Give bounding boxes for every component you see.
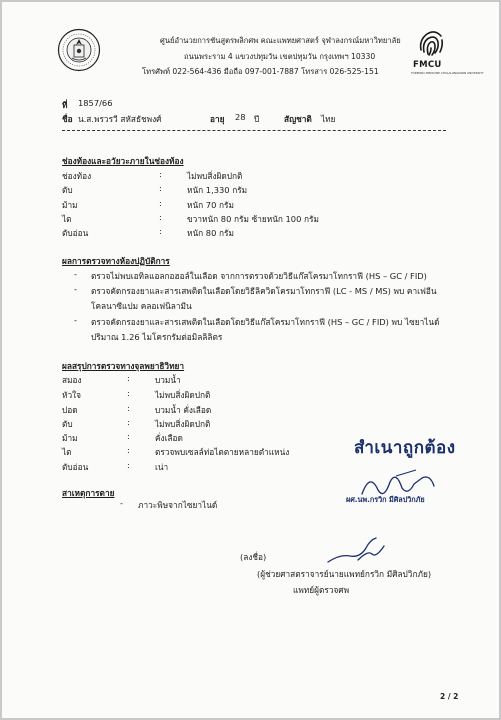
pathology-value: บวมน้ำ xyxy=(155,375,181,385)
abdomen-organ: ตับอ่อน xyxy=(62,228,89,238)
nationality-value: ไทย xyxy=(321,114,336,124)
header-address: ถนนพระราม 4 แขวงปทุมวัน เขตปทุมวัน กรุงเทพฯ 10330 xyxy=(184,52,376,61)
pathology-organ: ม้าม xyxy=(62,433,78,443)
abdomen-value: หนัก 70 กรัม xyxy=(187,200,234,210)
abdomen-value: หนัก 80 กรัม xyxy=(187,228,234,238)
pathology-value: ไม่พบสิ่งผิดปกติ xyxy=(155,419,211,429)
pathology-value: คั่งเลือด xyxy=(155,433,183,443)
certified-copy-stamp: สำเนาถูกต้อง xyxy=(354,438,456,458)
bullet: - xyxy=(120,498,123,508)
bullet: - xyxy=(74,315,77,325)
separator: : xyxy=(127,445,130,455)
lab-result-line: ปริมาณ 1.26 ไมโครกรัมต่อมิลลิลิตร xyxy=(91,332,223,342)
sign-label: (ลงชื่อ) xyxy=(240,552,267,562)
abdomen-organ: ม้าม xyxy=(62,200,78,210)
abdomen-organ: ไต xyxy=(62,214,72,224)
separator: : xyxy=(159,226,162,236)
cause-section-title: สาเหตุการตาย xyxy=(62,488,115,498)
fmcu-logo-text: FMCU xyxy=(413,60,442,70)
pathology-organ: หัวใจ xyxy=(62,390,82,400)
separator: : xyxy=(159,169,162,179)
lab-result-line: ตรวจคัดกรองยาและสารเสพติดในเลือดโดยวิธีแก๊สโครมาโทกราฟี (HS – GC / FID) พบ ไซยาไนด์ xyxy=(91,317,440,327)
lab-result-line: ตรวจไม่พบเอทิลแอลกอฮอล์ในเลือด จากการตรวจด้วยวิธีแก๊สโครมาโทกราฟี (HS – GC / FID) xyxy=(91,271,427,281)
pathology-value: ไม่พบสิ่งผิดปกติ xyxy=(155,390,211,400)
age-unit: ปี xyxy=(254,114,260,124)
separator: : xyxy=(159,212,162,222)
abdomen-organ: ตับ xyxy=(62,185,73,195)
fmcu-logo-subtext: FORENSIC MEDICINE CHULALONGKORN UNIVERSITY xyxy=(411,71,484,75)
doctor-role: แพทย์ผู้ตรวจศพ xyxy=(293,585,350,595)
abdomen-value: หนัก 1,330 กรัม xyxy=(187,185,248,195)
separator: : xyxy=(127,460,130,470)
age-label: อายุ xyxy=(210,114,225,124)
separator: : xyxy=(159,183,162,193)
page-number: 2 / 2 xyxy=(440,692,459,701)
bullet: - xyxy=(74,269,77,279)
document-page xyxy=(2,2,499,718)
pathology-organ: ไต xyxy=(62,447,72,457)
header-institution: ศูนย์อำนวยการชันสูตรพลิกศพ คณะแพทยศาสตร์ จุฬาลงกรณ์มหาวิทยาลัย xyxy=(160,36,401,45)
separator: : xyxy=(127,373,130,383)
record-no-value: 1857/66 xyxy=(78,98,113,108)
lab-result-line: ตรวจคัดกรองยาและสารเสพติดในเลือดโดยวิธีลิควิดโครมาโทกราฟี (LC - MS / MS) พบ คาเฟอีน xyxy=(91,286,437,296)
pathology-organ: สมอง xyxy=(62,375,82,385)
signature-icon xyxy=(320,534,392,566)
cause-value: ภาวะพิษจากไซยาไนด์ xyxy=(138,500,218,510)
stamp-name: ผศ.นพ.กรวิก มีศิลปวิกภัย xyxy=(346,495,425,504)
pathology-value: ตรวจพบเซลล์ท่อไตตายหลายตำแหน่ง xyxy=(155,447,290,457)
record-no-label: ที่ xyxy=(62,100,68,110)
pathology-organ: ปอด xyxy=(62,405,78,415)
doctor-name: (ผู้ช่วยศาสตราจารย์นายแพทย์กรวิก มีศิลปวิกภัย) xyxy=(257,569,432,579)
nationality-label: สัญชาติ xyxy=(284,114,312,124)
separator: : xyxy=(127,403,130,413)
lab-section-title: ผลการตรวจทางห้องปฏิบัติการ xyxy=(62,256,170,266)
separator: : xyxy=(159,198,162,208)
bullet: - xyxy=(74,284,77,294)
header-phone: โทรศัพท์ 022-564-436 มือถือ 097-001-7887 โทรสาร 026-525-151 xyxy=(142,67,379,76)
lab-result-line: โคลนาซีแปม คลอเฟนิลามีน xyxy=(91,301,192,311)
fingerprint-logo-icon xyxy=(415,26,447,58)
pathology-section-title: ผลสรุปการตรวจทางจุลพยาธิวิทยา xyxy=(62,361,185,371)
divider-line xyxy=(62,130,446,131)
abdomen-organ: ช่องท้อง xyxy=(62,171,92,181)
abdomen-value: ขวาหนัก 80 กรัม ซ้ายหนัก 100 กรัม xyxy=(187,214,319,224)
abdomen-section-title: ช่องท้องและอวัยวะภายในช่องท้อง xyxy=(62,156,184,166)
name-label: ชื่อ xyxy=(62,114,73,124)
pathology-organ: ตับอ่อน xyxy=(62,462,89,472)
pathology-value: เน่า xyxy=(155,462,169,472)
pathology-value: บวมน้ำ คั่งเลือด xyxy=(155,405,212,415)
abdomen-value: ไม่พบสิ่งผิดปกติ xyxy=(187,171,243,181)
name-value: น.ส.พรวรวี สหัสธัชพงศ์ xyxy=(78,114,162,124)
separator: : xyxy=(127,417,130,427)
university-seal-icon xyxy=(57,28,101,72)
separator: : xyxy=(127,431,130,441)
age-value: 28 xyxy=(235,112,246,122)
pathology-organ: ตับ xyxy=(62,419,73,429)
separator: : xyxy=(127,388,130,398)
